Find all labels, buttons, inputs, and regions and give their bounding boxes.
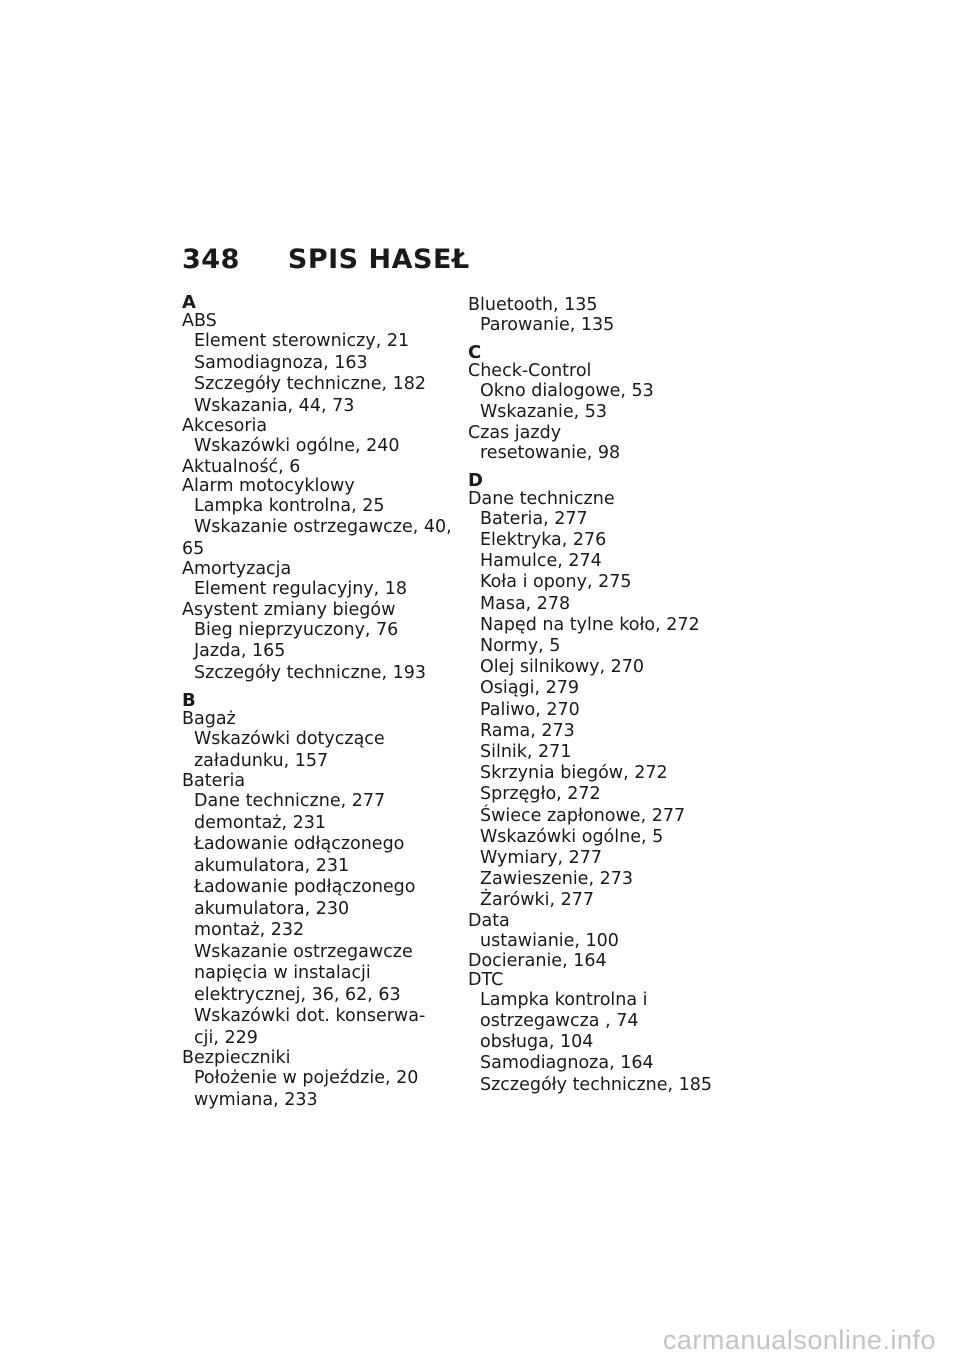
- index-subterm: 65: [182, 538, 205, 559]
- index-term: Asystent zmiany biegów: [182, 599, 396, 620]
- index-term: ABS: [182, 311, 217, 331]
- index-entry-data: [468, 912, 748, 952]
- index-subterm: Wskazanie ostrzegawcze, 40,: [194, 517, 452, 537]
- index-subterm: Parowanie, 135: [480, 315, 615, 335]
- index-subterm: Okno dialogowe, 53: [480, 381, 654, 402]
- index-subterm: Bateria, 277: [480, 508, 588, 529]
- index-subterm: Ładowanie podłączonego: [194, 877, 416, 897]
- index-term: Bagaż: [182, 709, 236, 729]
- index-subterm: Paliwo, 270: [480, 699, 580, 720]
- index-entry-dtc: [468, 971, 748, 1096]
- index-subterm: Sprzęgło, 272: [480, 784, 601, 805]
- section-letter-d: D: [468, 469, 483, 491]
- index-subterm: Wskazówki dotyczące: [194, 729, 385, 749]
- index-term: Amortyzacja: [182, 559, 292, 579]
- index-subterm: Położenie w pojeździe, 20: [194, 1068, 419, 1088]
- index-subterm: Skrzynia biegów, 272: [480, 763, 668, 784]
- index-subterm: Wskazówki ogólne, 5: [480, 826, 664, 847]
- index-term: DTC: [468, 969, 504, 990]
- index-entry-bezpieczniki: [182, 1049, 462, 1111]
- index-entry-bagaz: [182, 710, 462, 772]
- index-subterm: ustawianie, 100: [480, 930, 619, 951]
- index-subterm: Silnik, 271: [480, 742, 572, 763]
- index-term: Czas jazdy: [468, 422, 562, 443]
- index-column-right: [468, 294, 748, 1096]
- index-subterm: załadunku, 157: [194, 750, 329, 771]
- index-subterm: montaż, 232: [194, 920, 305, 940]
- index-subterm: Elektryka, 276: [480, 530, 607, 551]
- index-subterm: Rama, 273: [480, 720, 575, 741]
- index-entry-alarm: [182, 477, 462, 561]
- index-entry-abs: [182, 312, 462, 417]
- index-subterm: Hamulce, 274: [480, 551, 602, 572]
- index-subterm: Wskazówki dot. konserwa-: [194, 1006, 426, 1026]
- index-entry-bateria: [182, 772, 462, 1049]
- watermark: carmanualsonline.info: [662, 1325, 936, 1355]
- index-subterm: Zawieszenie, 273: [480, 869, 633, 890]
- index-subterm: obsługa, 104: [480, 1032, 594, 1053]
- index-subterm: wymiana, 233: [194, 1089, 318, 1110]
- index-column-left: [182, 294, 462, 1111]
- index-subterm: Szczegóły techniczne, 185: [480, 1074, 713, 1095]
- index-subterm: Masa, 278: [480, 593, 571, 614]
- index-entry-asystent: [182, 601, 462, 685]
- index-subterm: Element sterowniczy, 21: [194, 331, 410, 351]
- index-entry-aktualnosc: [182, 458, 462, 477]
- index-term: Bateria: [182, 771, 246, 791]
- index-term: Dane techniczne: [468, 488, 615, 509]
- index-subterm: demontaż, 231: [194, 812, 327, 833]
- section-letter-c: C: [468, 342, 482, 364]
- index-term: Bluetooth, 135: [468, 295, 598, 315]
- index-subterm: Wskazówki ogólne, 240: [194, 436, 400, 456]
- index-subterm: Napęd na tylne koło, 272: [480, 614, 700, 635]
- index-subterm: Element regulacyjny, 18: [194, 579, 408, 599]
- index-term: Data: [468, 910, 510, 931]
- index-subterm: Osiągi, 279: [480, 678, 579, 699]
- index-term: Alarm motocyklowy: [182, 475, 355, 496]
- index-subterm: Wskazania, 44, 73: [194, 395, 355, 416]
- index-subterm: Dane techniczne, 277: [194, 791, 386, 811]
- index-term: Aktualność, 6: [182, 456, 301, 477]
- index-subterm: Świece zapłonowe, 277: [480, 805, 686, 826]
- index-subterm: cji, 229: [194, 1027, 258, 1048]
- index-subterm: Lampka kontrolna, 25: [194, 495, 385, 516]
- index-entry-czas-jazdy: [468, 424, 748, 464]
- index-subterm: Bieg nieprzyuczony, 76: [194, 619, 399, 640]
- index-subterm: Samodiagnoza, 163: [194, 352, 368, 373]
- index-subterm: napięcia w instalacji: [194, 963, 371, 983]
- index-subterm: Samodiagnoza, 164: [480, 1053, 654, 1074]
- page-header: [182, 244, 470, 280]
- index-entry-dane-techniczne: [468, 490, 748, 912]
- index-subterm: akumulatora, 230: [194, 898, 350, 919]
- page-number: 348: [182, 244, 240, 275]
- index-entry-bluetooth: [468, 296, 748, 336]
- index-subterm: Wymiary, 277: [480, 848, 603, 869]
- index-entry-akcesoria: [182, 417, 462, 458]
- page-title: SPIS HASEŁ: [287, 244, 470, 275]
- index-term: Akcesoria: [182, 416, 268, 436]
- index-subterm: Żarówki, 277: [480, 890, 595, 911]
- index-subterm: Wskazanie, 53: [480, 402, 607, 423]
- index-subterm: Jazda, 165: [194, 641, 286, 661]
- index-subterm: Normy, 5: [480, 636, 561, 657]
- index-subterm: elektrycznej, 36, 62, 63: [194, 984, 401, 1005]
- index-subterm: ostrzegawcza , 74: [480, 1011, 639, 1032]
- index-entry-docieranie: [468, 952, 748, 971]
- index-subterm: Olej silnikowy, 270: [480, 657, 645, 678]
- index-term: Check-Control: [468, 361, 592, 382]
- index-subterm: Lampka kontrolna i: [480, 989, 648, 1010]
- index-subterm: resetowanie, 98: [480, 442, 621, 463]
- index-term: Bezpieczniki: [182, 1048, 291, 1068]
- index-subterm: Koła i opony, 275: [480, 572, 632, 593]
- index-subterm: Ładowanie odłączonego: [194, 834, 405, 854]
- index-subterm: akumulatora, 231: [194, 855, 350, 876]
- index-subterm: Wskazanie ostrzegawcze: [194, 941, 413, 962]
- section-letter-b: B: [182, 690, 196, 711]
- index-term: Docieranie, 164: [468, 950, 607, 971]
- index-subterm: Szczegóły techniczne, 193: [194, 662, 427, 683]
- section-letter-a: A: [182, 292, 196, 313]
- index-entry-amortyzacja: [182, 560, 462, 601]
- index-subterm: Szczegóły techniczne, 182: [194, 374, 427, 394]
- index-entry-check-control: [468, 362, 748, 423]
